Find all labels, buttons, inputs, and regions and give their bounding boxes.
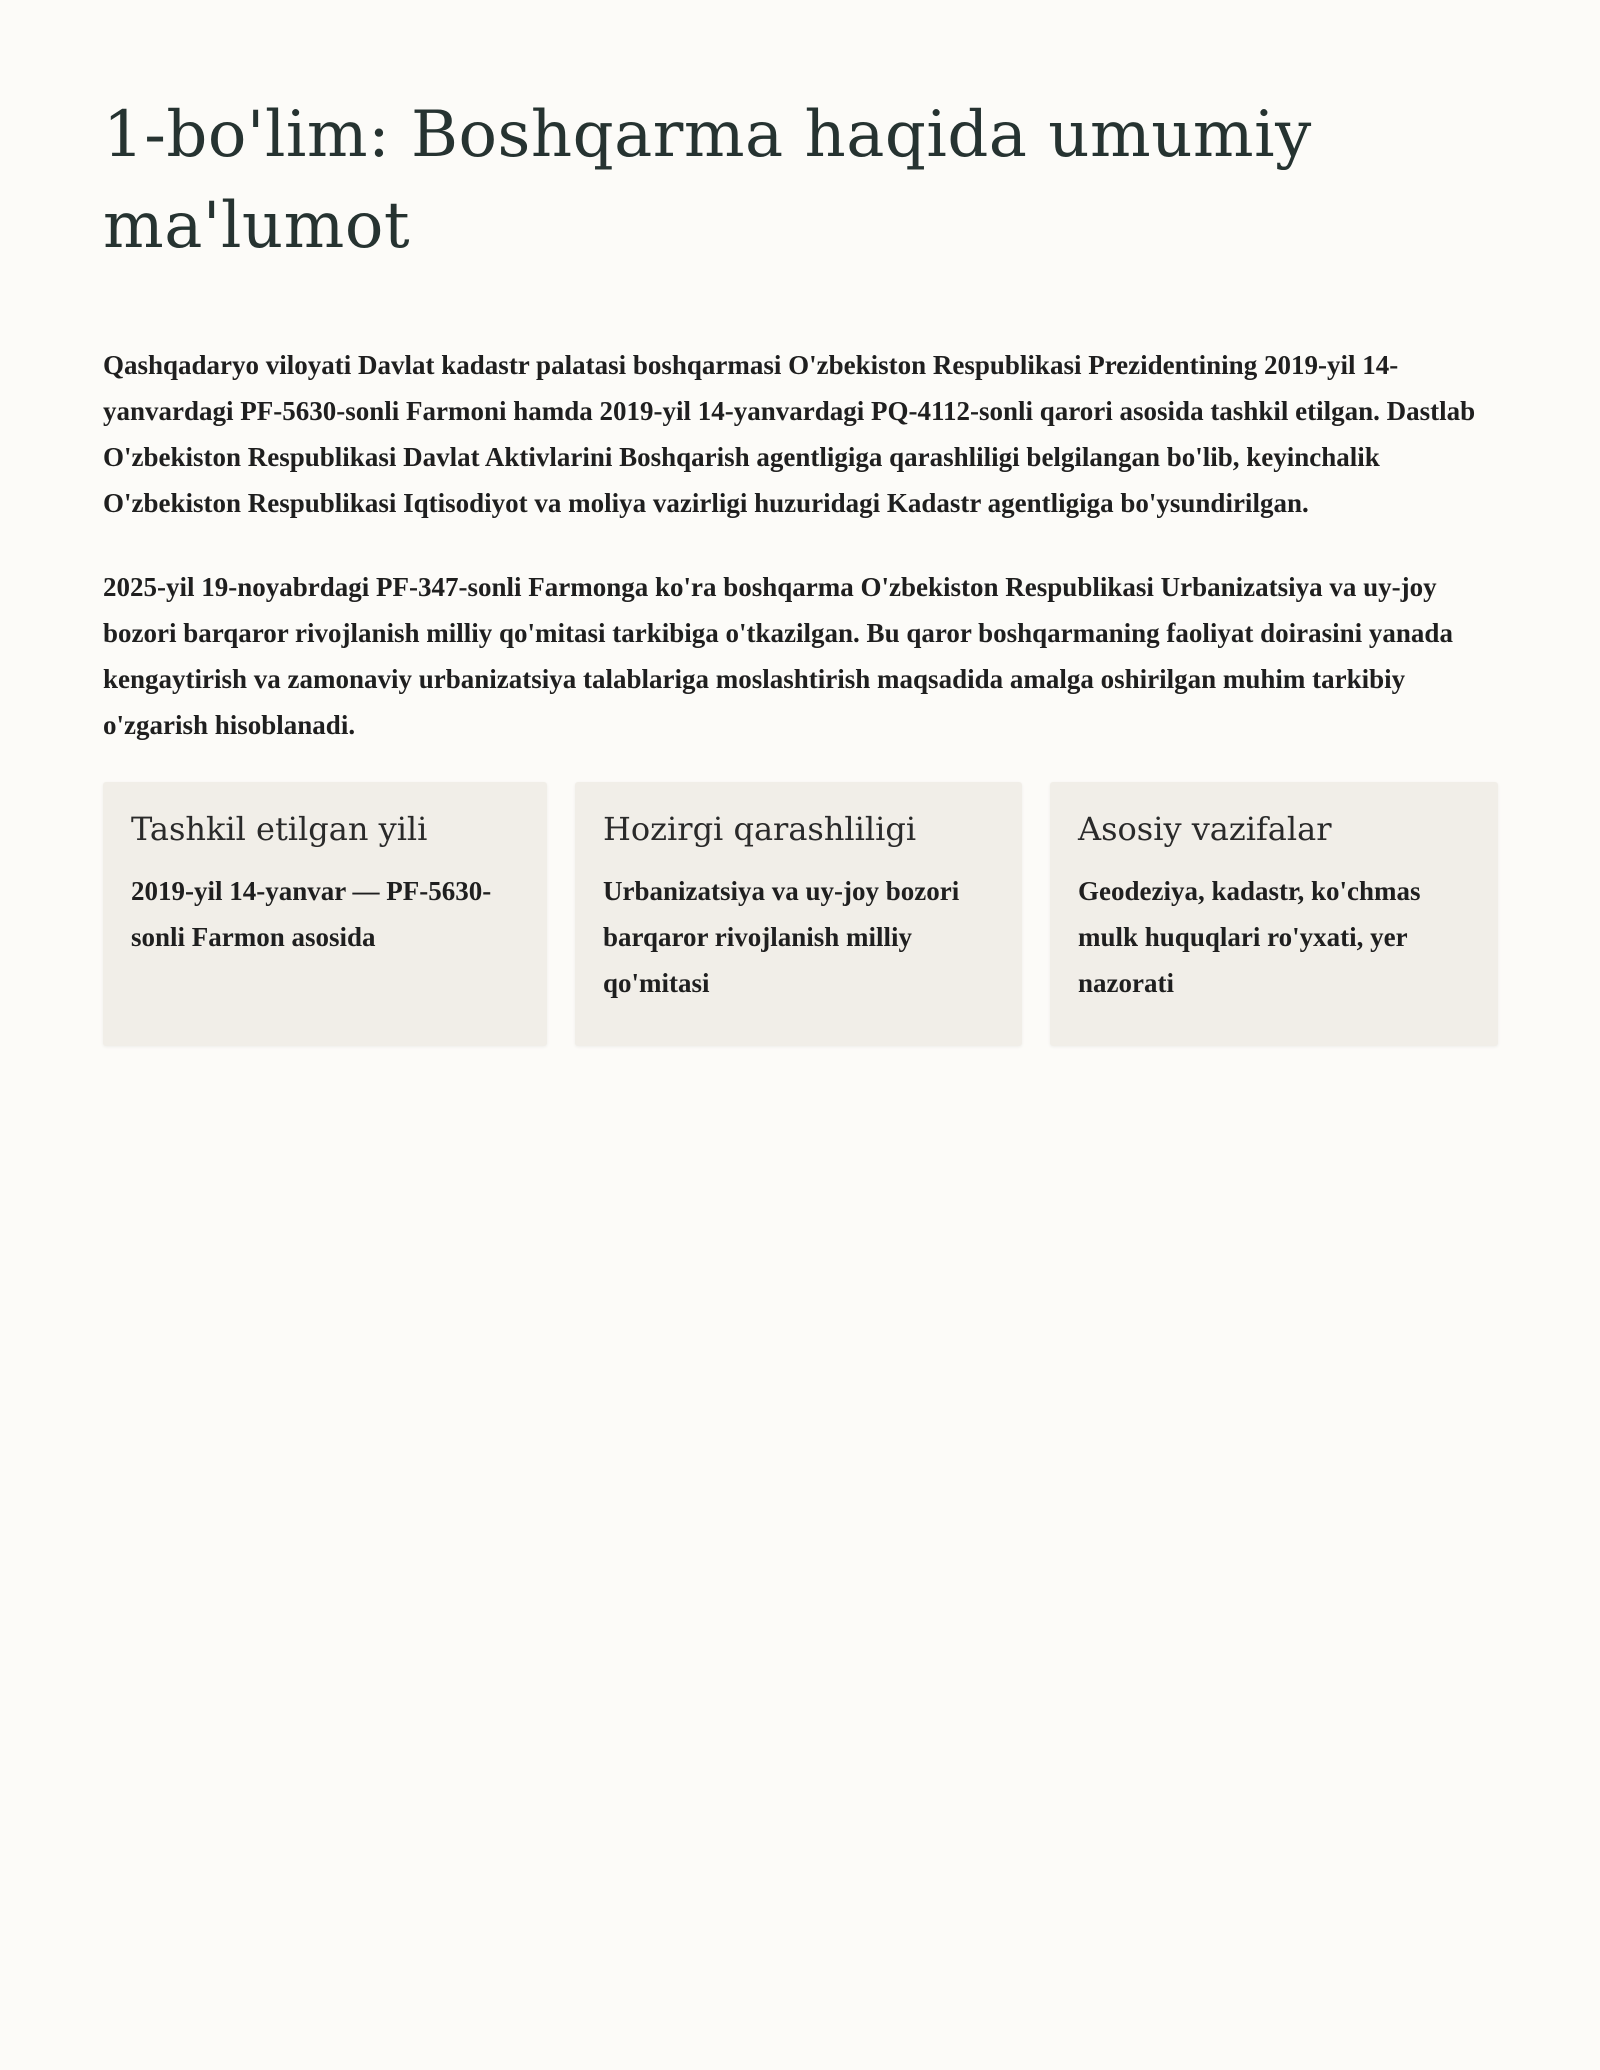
transfer-paragraph: 2025-yil 19-noyabrdagi PF-347-sonli Farmonga ko'ra boshqarma O'zbekiston Respublikasi Urbanizatsiya va uy-joy bozori barqaror rivojlanish milliy qo'mitasi tarkibiga o'tkazilgan. Bu qaror boshqarmaning faoliyat doirasini yanada kengaytirish va zamonaviy urbanizatsiya talablariga moslashtirish maqsadida amalga oshirilgan muhim tarkibiy o'zgarish hisoblanadi. (103, 572, 1453, 740)
info-cards (103, 782, 1498, 1046)
section-title: 1-bo'lim: Boshqarma haqida umumiy ma'lumot (103, 98, 1312, 263)
card-title: Tashkil etilgan yili (131, 810, 428, 848)
card-title: Asosiy vazifalar (1078, 810, 1332, 848)
card-title: Hozirgi qarashliligi (603, 810, 917, 848)
info-card-affiliation (575, 782, 1022, 1046)
card-body: Urbanizatsiya va uy-joy bozori barqaror rivojlanish milliy qo'mitasi (603, 876, 960, 998)
card-body: 2019-yil 14-yanvar — PF-5630-sonli Farmon asosida (131, 876, 492, 952)
info-card-founded (103, 782, 547, 1046)
intro-paragraph: Qashqadaryo viloyati Davlat kadastr palatasi boshqarmasi O'zbekiston Respublikasi Prezidentining 2019-yil 14-yanvardagi PF-5630-sonli Farmoni hamda 2019-yil 14-yanvardagi PQ-4112-sonli qarori asosida tashkil etilgan. Dastlab O'zbekiston Respublikasi Davlat Aktivlarini Boshqarish agentligiga qarashliligi belgilangan bo'lib, keyinchalik O'zbekiston Respublikasi Iqtisodiyot va moliya vazirligi huzuridagi Kadastr agentligiga bo'ysundirilgan. (103, 350, 1476, 518)
card-body: Geodeziya, kadastr, ko'chmas mulk huquqlari ro'yxati, yer nazorati (1078, 876, 1421, 998)
document-page (103, 90, 1498, 1046)
info-card-tasks (1050, 782, 1498, 1046)
